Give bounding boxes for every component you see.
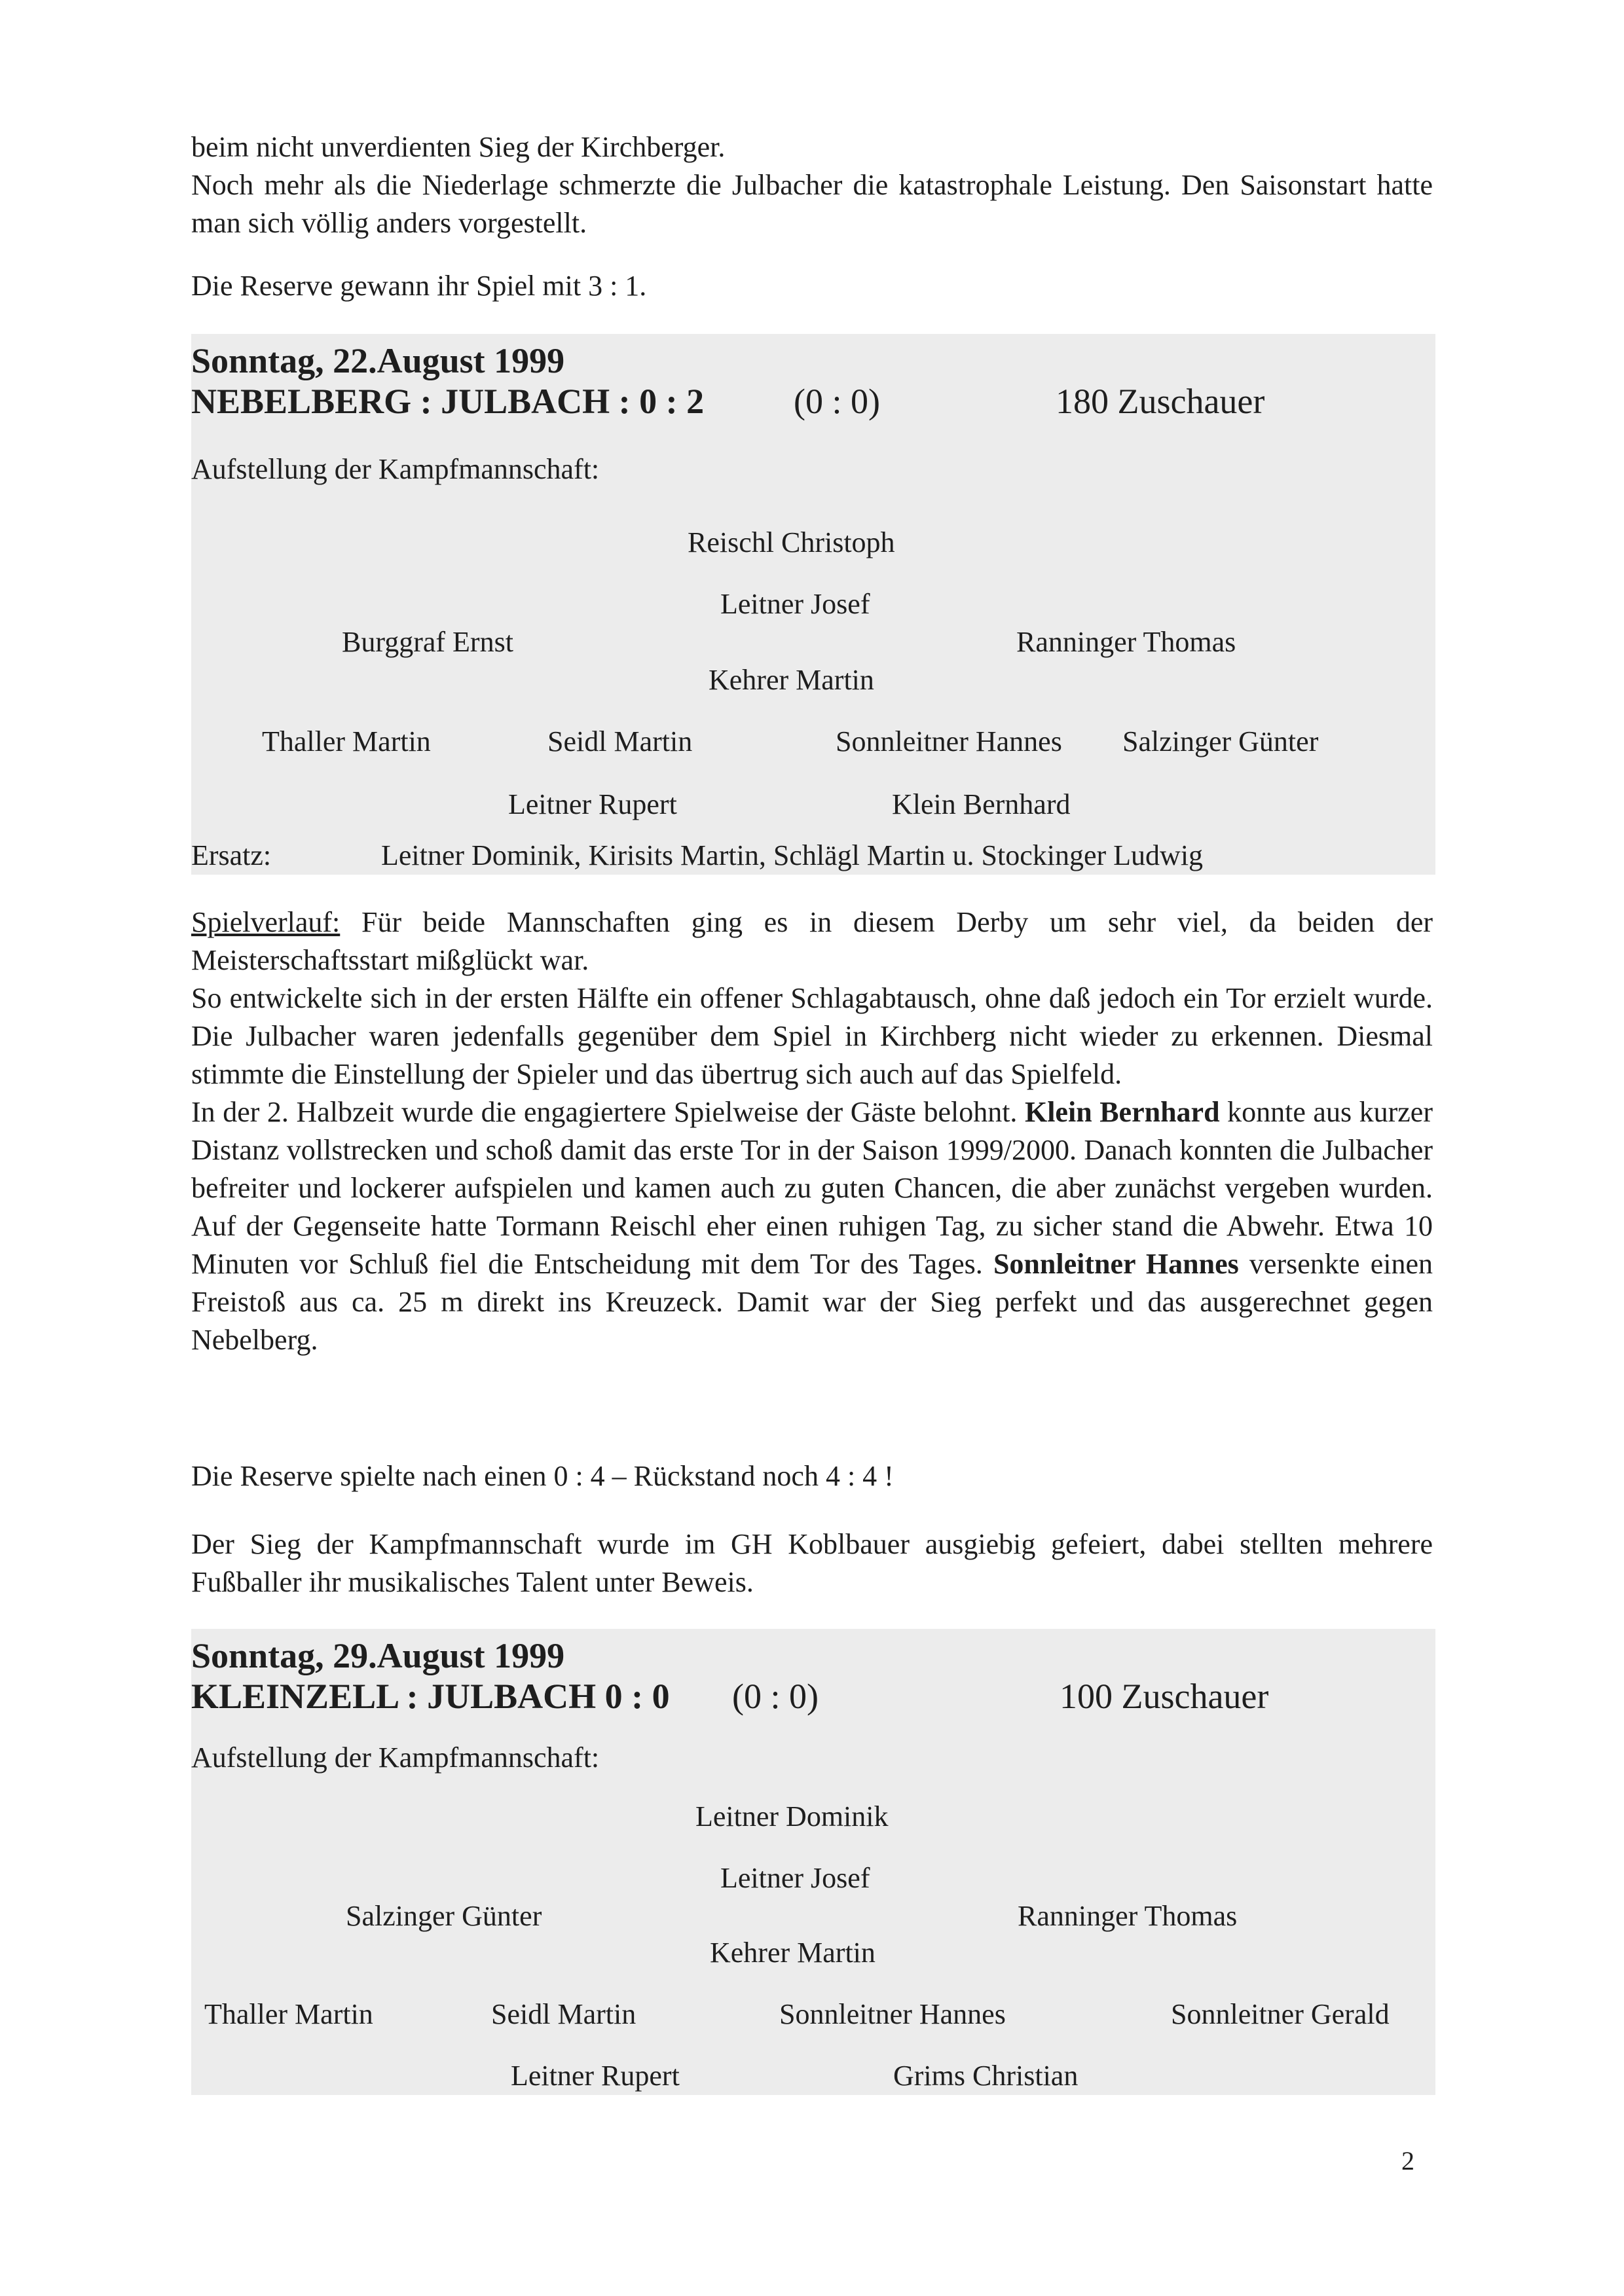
match-1-stopper: Kehrer Martin — [709, 664, 874, 696]
reserve-line-2: Die Reserve spielte nach einen 0 : 4 – Rückstand noch 4 : 4 ! — [191, 1460, 894, 1492]
match-1-forward-1: Leitner Rupert — [508, 788, 677, 820]
match-1-lineup-label: Aufstellung der Kampfmannschaft: — [191, 453, 600, 485]
match-1-midfielder-4: Salzinger Günter — [1122, 725, 1319, 757]
match-2-right-defender: Ranninger Thomas — [1018, 1900, 1238, 1932]
celebration-text: Der Sieg der Kampfmannschaft wurde im GH Koblbauer ausgiebig gefeiert, dabei stellten mehrere Fußballer ihr musikalisches Talent unter Beweis. — [191, 1528, 1433, 1598]
match-2-date: Sonntag, 29.August 1999 — [191, 1636, 565, 1675]
report-text-c: versenkte einen Freistoß aus ca. 25 m direkt ins Kreuzeck. Damit war der Sieg perfekt und das ausgerechnet gegen Nebelberg. — [191, 1248, 1433, 1356]
match-2-left-defender: Salzinger Günter — [346, 1900, 542, 1932]
match-2-lineup-label: Aufstellung der Kampfmannschaft: — [191, 1741, 600, 1774]
match-1-spectators: 180 Zuschauer — [1056, 382, 1265, 421]
match-1-box — [191, 334, 1435, 875]
match-2-libero: Leitner Josef — [720, 1862, 870, 1894]
match-1-goalkeeper: Reischl Christoph — [688, 526, 895, 558]
match-2-midfielder-1: Thaller Martin — [204, 1998, 373, 2030]
intro-line: beim nicht unverdienten Sieg der Kirchberger. — [191, 131, 726, 163]
intro-text — [191, 128, 1433, 242]
match-1-forward-2: Klein Bernhard — [892, 788, 1071, 820]
report-intro: Für beide Mannschaften ging es in diesem Derby um sehr viel, da beiden der Meisterschaftsstart mißglückt war. — [191, 906, 1433, 976]
match-1-halftime: (0 : 0) — [794, 382, 880, 421]
match-2-teams: KLEINZELL : JULBACH 0 : 0 — [191, 1677, 670, 1716]
match-1-subs-label: Ersatz: — [191, 839, 272, 871]
match-2-forward-1: Leitner Rupert — [511, 2060, 680, 2092]
match-1-libero: Leitner Josef — [720, 588, 870, 620]
report-label: Spielverlauf: — [191, 906, 341, 938]
match-2-box — [191, 1629, 1435, 2095]
match-1-teams: NEBELBERG : JULBACH : 0 : 2 — [191, 382, 705, 421]
match-1-subs: Leitner Dominik, Kirisits Martin, Schlägl Martin u. Stockinger Ludwig — [381, 839, 1204, 871]
match-2-midfielder-4: Sonnleitner Gerald — [1171, 1998, 1390, 2030]
reserve-line: Die Reserve gewann ihr Spiel mit 3 : 1. — [191, 270, 647, 302]
match-2-stopper: Kehrer Martin — [710, 1937, 876, 1969]
match-1-right-defender: Ranninger Thomas — [1016, 626, 1236, 658]
match-1-left-defender: Burggraf Ernst — [342, 626, 513, 658]
match-2-goalkeeper: Leitner Dominik — [695, 1800, 889, 1832]
intro-paragraph: Noch mehr als die Niederlage schmerzte die Julbacher die katastrophale Leistung. Den Saisonstart hatte man sich völlig anders vorgestellt. — [191, 169, 1433, 239]
match-2-halftime: (0 : 0) — [732, 1677, 819, 1716]
match-1-midfielder-3: Sonnleitner Hannes — [836, 725, 1062, 757]
match-2-midfielder-2: Seidl Martin — [491, 1998, 637, 2030]
reserve-result-2 — [191, 1457, 1433, 1495]
match-2-midfielder-3: Sonnleitner Hannes — [779, 1998, 1006, 2030]
match-1-date: Sonntag, 22.August 1999 — [191, 341, 565, 380]
match-1-midfielder-2: Seidl Martin — [547, 725, 693, 757]
report-paragraph-1 — [191, 903, 1433, 979]
scorer-1: Klein Bernhard — [1024, 1096, 1220, 1128]
report-text-b: konnte aus kurzer Distanz vollstrecken und schoß damit das erste Tor in der Saison 1999/2000. Danach konnten die Julbacher befreiter und lockerer aufspielen und kamen auch zu guten Chancen, die aber zunächst vergeben wurden. Auf der Gegenseite hatte Tormann Reischl eher einen ruhigen Tag, zu sicher stand die Abwehr. Etwa 10 Minuten vor Schluß fiel die Entscheidung mit dem Tor des Tages. — [191, 1096, 1433, 1280]
match-report — [191, 903, 1433, 1359]
report-paragraph-2: So entwickelte sich in der ersten Hälfte ein offener Schlagabtausch, ohne daß jedoch ein Tor erzielt wurde. Die Julbacher waren jedenfalls gegenüber dem Spiel in Kirchberg nicht wieder zu erkennen. Diesmal stimmte die Einstellung der Spieler und das übertrug sich auch auf das Spielfeld. — [191, 982, 1433, 1090]
celebration-paragraph — [191, 1525, 1433, 1601]
page-number: 2 — [1401, 2146, 1414, 2176]
reserve-result-1 — [191, 267, 1433, 305]
match-1-midfielder-1: Thaller Martin — [262, 725, 431, 757]
report-text-a: In der 2. Halbzeit wurde die engagiertere Spielweise der Gäste belohnt. — [191, 1096, 1025, 1128]
report-paragraph-3 — [191, 1093, 1433, 1359]
match-2-forward-2: Grims Christian — [893, 2060, 1079, 2092]
match-2-spectators: 100 Zuschauer — [1060, 1677, 1269, 1716]
scorer-2: Sonnleitner Hannes — [993, 1248, 1239, 1280]
